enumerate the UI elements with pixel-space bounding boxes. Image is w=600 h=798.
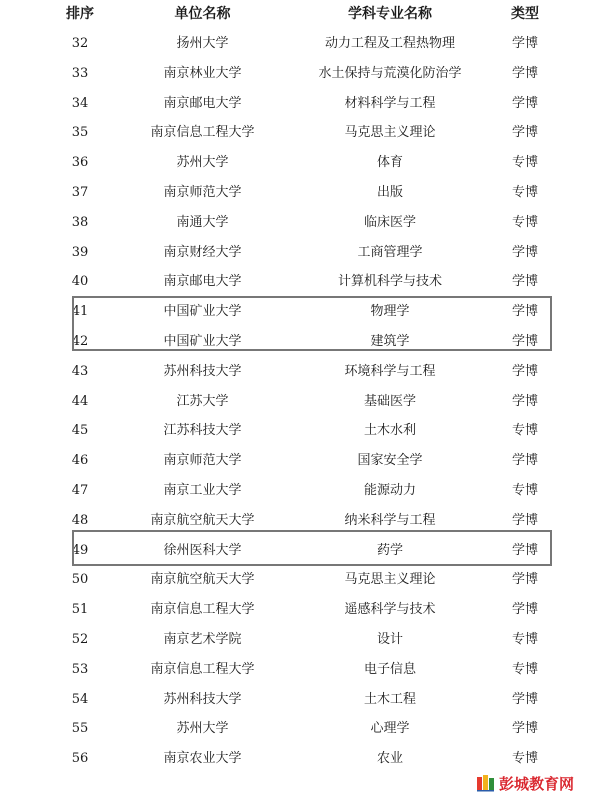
cell-type: 学博 <box>511 393 538 409</box>
cell-unit: 苏州科技大学 <box>163 363 242 379</box>
cell-type: 学博 <box>511 274 538 290</box>
cell-unit: 中国矿业大学 <box>163 304 242 320</box>
cell-major: 出版 <box>376 184 403 200</box>
cell-rank: 32 <box>71 36 89 51</box>
cell-type: 专博 <box>511 631 538 647</box>
cell-unit: 中国矿业大学 <box>163 333 242 349</box>
cell-unit: 南京信息工程大学 <box>150 661 255 677</box>
cell-major: 能源动力 <box>363 482 416 498</box>
header-rank: 排序 <box>66 6 94 22</box>
cell-major: 农业 <box>376 751 403 767</box>
table-row <box>0 148 600 178</box>
cell-rank: 45 <box>71 423 89 439</box>
cell-rank: 38 <box>71 214 89 230</box>
cell-type: 专博 <box>511 155 538 171</box>
table-row <box>0 685 600 715</box>
cell-unit: 南通大学 <box>176 214 229 230</box>
table-header <box>0 0 600 30</box>
cell-major: 动力工程及工程热物理 <box>324 36 455 51</box>
table-row <box>0 625 600 655</box>
cell-unit: 苏州大学 <box>176 721 229 737</box>
cell-unit: 南京师范大学 <box>163 453 242 469</box>
header-type: 类型 <box>511 6 539 22</box>
cell-major: 材料科学与工程 <box>344 95 436 111</box>
cell-major: 环境科学与工程 <box>344 363 436 379</box>
table-row <box>0 178 600 208</box>
table-row <box>0 416 600 446</box>
cell-type: 专博 <box>511 423 538 439</box>
watermark-text: 彭城教育网 <box>499 774 575 793</box>
cell-unit: 南京邮电大学 <box>163 274 242 290</box>
cell-major: 土木水利 <box>363 423 416 439</box>
cell-rank: 39 <box>71 244 89 260</box>
cell-unit: 苏州科技大学 <box>163 691 242 707</box>
cell-rank: 56 <box>71 751 89 767</box>
table-row <box>0 387 600 417</box>
cell-rank: 46 <box>71 453 89 469</box>
table-row <box>0 595 600 625</box>
cell-major: 马克思主义理论 <box>344 125 436 141</box>
cell-major: 物理学 <box>370 304 410 320</box>
table-row <box>0 565 600 595</box>
cell-type: 学博 <box>511 512 538 528</box>
cell-unit: 南京农业大学 <box>163 751 242 767</box>
cell-rank: 52 <box>71 631 89 647</box>
cell-type: 学博 <box>511 542 538 558</box>
cell-type: 学博 <box>511 304 538 320</box>
cell-rank: 42 <box>71 333 89 349</box>
table-row <box>0 118 600 148</box>
cell-unit: 南京艺术学院 <box>163 631 242 647</box>
cell-rank: 34 <box>71 95 89 111</box>
cell-major: 建筑学 <box>370 333 410 349</box>
table-body <box>0 29 600 774</box>
cell-type: 学博 <box>511 125 538 141</box>
cell-major: 纳米科学与工程 <box>344 512 436 528</box>
cell-major: 电子信息 <box>363 661 416 677</box>
cell-major: 国家安全学 <box>357 453 423 469</box>
cell-type: 学博 <box>511 363 538 379</box>
cell-type: 专博 <box>511 214 538 230</box>
cell-type: 学博 <box>511 244 538 260</box>
cell-unit: 南京航空航天大学 <box>150 512 255 528</box>
cell-rank: 33 <box>71 65 89 81</box>
cell-rank: 48 <box>71 512 89 528</box>
cell-rank: 43 <box>71 363 89 379</box>
cell-major: 药学 <box>376 542 403 558</box>
cell-type: 学博 <box>511 691 538 707</box>
cell-rank: 50 <box>71 572 89 588</box>
cell-type: 学博 <box>511 602 538 618</box>
cell-type: 学博 <box>511 572 538 588</box>
cell-major: 基础医学 <box>363 393 416 409</box>
table-row <box>0 476 600 506</box>
cell-type: 专博 <box>511 751 538 767</box>
cell-type: 学博 <box>511 333 538 349</box>
cell-unit: 南京邮电大学 <box>163 95 242 111</box>
cell-unit: 南京信息工程大学 <box>150 602 255 618</box>
cell-major: 土木工程 <box>363 691 416 707</box>
site-logo <box>476 772 594 794</box>
cell-rank: 47 <box>71 482 89 498</box>
table-row <box>0 357 600 387</box>
cell-major: 计算机科学与技术 <box>337 274 442 290</box>
cell-unit: 南京财经大学 <box>163 244 242 260</box>
cell-major: 水土保持与荒漠化防治学 <box>318 65 462 81</box>
cell-unit: 江苏大学 <box>176 393 229 409</box>
highlight-box-row-49 <box>72 530 552 566</box>
cell-type: 专博 <box>511 482 538 498</box>
highlight-box-rows-41-42 <box>72 296 552 351</box>
cell-major: 体育 <box>376 155 403 171</box>
cell-unit: 南京航空航天大学 <box>150 572 255 588</box>
table-row <box>0 446 600 476</box>
cell-type: 学博 <box>511 453 538 469</box>
cell-rank: 35 <box>71 125 89 141</box>
cell-major: 工商管理学 <box>357 244 423 260</box>
table-row <box>0 744 600 774</box>
table-row <box>0 29 600 59</box>
cell-rank: 49 <box>71 542 89 558</box>
cell-type: 专博 <box>511 661 538 677</box>
cell-unit: 南京工业大学 <box>163 482 242 498</box>
cell-rank: 37 <box>71 184 89 200</box>
cell-rank: 51 <box>71 602 89 618</box>
cell-rank: 54 <box>71 691 89 707</box>
cell-unit: 南京信息工程大学 <box>150 125 255 141</box>
cell-rank: 55 <box>71 721 89 737</box>
cell-type: 专博 <box>511 184 538 200</box>
table-row <box>0 714 600 744</box>
cell-unit: 南京师范大学 <box>163 184 242 200</box>
cell-unit: 苏州大学 <box>176 155 229 171</box>
table-row <box>0 89 600 119</box>
cell-unit: 徐州医科大学 <box>163 542 242 558</box>
table-row <box>0 238 600 268</box>
cell-unit: 江苏科技大学 <box>163 423 242 439</box>
cell-type: 学博 <box>511 721 538 737</box>
table-row <box>0 655 600 685</box>
cell-type: 学博 <box>511 95 538 111</box>
cell-unit: 南京林业大学 <box>163 65 242 81</box>
header-unit: 单位名称 <box>174 6 231 22</box>
table-row <box>0 59 600 89</box>
header-major: 学科专业名称 <box>348 6 432 22</box>
cell-major: 心理学 <box>370 721 410 737</box>
cell-rank: 41 <box>71 304 89 320</box>
cell-major: 遥感科学与技术 <box>344 602 436 618</box>
cell-rank: 40 <box>71 274 89 290</box>
cell-unit: 扬州大学 <box>176 36 229 51</box>
table-row <box>0 267 600 297</box>
cell-rank: 53 <box>71 661 89 677</box>
cell-major: 马克思主义理论 <box>344 572 436 588</box>
cell-major: 设计 <box>376 631 403 647</box>
cell-type: 学博 <box>511 65 538 81</box>
table-row <box>0 208 600 238</box>
cell-rank: 44 <box>71 393 89 409</box>
cell-rank: 36 <box>71 155 89 171</box>
cell-major: 临床医学 <box>363 214 416 230</box>
book-icon <box>476 774 496 792</box>
cell-type: 学博 <box>511 36 538 51</box>
